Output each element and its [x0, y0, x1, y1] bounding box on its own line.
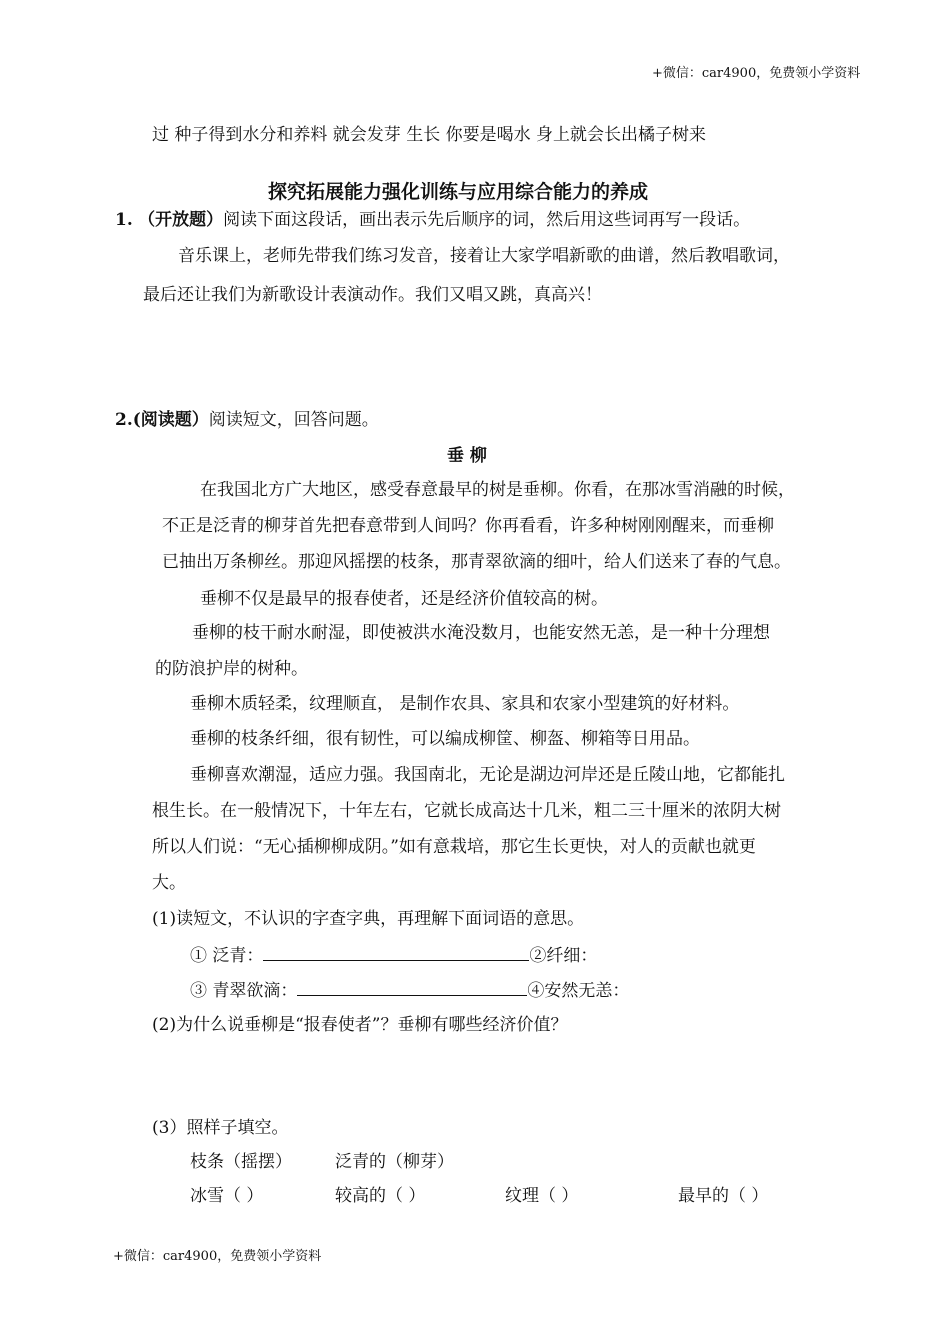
fill-item-1[interactable]: 冰雪（ ）	[190, 1186, 264, 1206]
sub1-item-1: ① 泛青：	[190, 946, 264, 966]
q2-prompt: 阅读短文，回答问题。	[208, 410, 379, 430]
q2-line	[115, 409, 379, 431]
q1-passage-line-1: 音乐课上，老师先带我们练习发音，接着让大家学唱新歌的曲谱，然后教唱歌词，	[178, 246, 790, 266]
article-line: 已抽出万条柳丝。那迎风摇摆的枝条，那青翠欲滴的细叶，给人们送来了春的气息。	[162, 552, 791, 572]
sub1-item-4: ④安然无恙：	[527, 981, 630, 1001]
sub1-prompt: (1)读短文，不认识的字查字典，再理解下面词语的意思。	[152, 909, 585, 929]
q1-number: 1.	[115, 210, 133, 230]
sub1-item-3: ③ 青翠欲滴：	[190, 981, 298, 1001]
sub3-prompt: (3）照样子填空。	[152, 1118, 289, 1138]
article-line: 垂柳的枝条纤细，很有韧性，可以编成柳筐、柳盔、柳箱等日用品。	[190, 729, 700, 749]
example-2: 泛青的（柳芽）	[335, 1152, 454, 1172]
article-line: 不正是泛青的柳芽首先把春意带到人间吗？你再看看，许多种树刚刚醒来，而垂柳	[162, 516, 774, 536]
section-title: 探究拓展能力强化训练与应用综合能力的养成	[268, 181, 649, 203]
header-note: +微信：car4900，免费领小学资料	[652, 66, 861, 81]
q2-number: 2.	[115, 410, 133, 430]
article-line: 垂柳的枝干耐水耐湿，即使被洪水淹没数月，也能安然无恙，是一种十分理想	[192, 623, 770, 643]
article-line: 垂柳不仅是最早的报春使者，还是经济价值较高的树。	[200, 589, 608, 609]
fill-item-3[interactable]: 纹理（ ）	[505, 1186, 579, 1206]
article-line: 垂柳喜欢潮湿，适应力强。我国南北，无论是湖边河岸还是丘陵山地，它都能扎	[190, 765, 785, 785]
example-1: 枝条（摇摆）	[190, 1152, 292, 1172]
q1-prompt: 阅读下面这段话，画出表示先后顺序的词，然后用这些词再写一段话。	[223, 210, 751, 230]
article-title: 垂 柳	[447, 446, 487, 466]
top-line: 过 种子得到水分和养料 就会发芽 生长 你要是喝水 身上就会长出橘子树来	[152, 125, 707, 145]
article-line: 在我国北方广大地区，感受春意最早的树是垂柳。你看，在那冰雪消融的时候，	[200, 480, 795, 500]
fill-item-4[interactable]: 最早的（ ）	[678, 1186, 769, 1206]
sub2-prompt: (2)为什么说垂柳是“报春使者”？垂柳有哪些经济价值？	[152, 1015, 568, 1035]
article-line: 的防浪护岸的树种。	[155, 659, 308, 679]
fill-item-2[interactable]: 较高的（ ）	[335, 1186, 426, 1206]
article-line: 根生长。在一般情况下，十年左右，它就长成高达十几米，粗二三十厘米的浓阴大树	[152, 801, 781, 821]
q1-passage-line-2: 最后还让我们为新歌设计表演动作。我们又唱又跳，真高兴！	[143, 285, 602, 305]
article-line: 垂柳木质轻柔，纹理顺直， 是制作农具、家具和农家小型建筑的好材料。	[190, 694, 740, 714]
q2-tag: (阅读题）	[132, 410, 209, 430]
q1-line	[115, 209, 750, 231]
article-line: 所以人们说：“无心插柳柳成阴。”如有意栽培，那它生长更快，对人的贡献也就更	[152, 837, 756, 857]
sub1-item-2: ②纤细：	[529, 946, 598, 966]
sub1-row-2	[190, 979, 629, 1002]
article-line: 大。	[152, 873, 186, 893]
sub1-row-1	[190, 944, 597, 967]
answer-blank-1[interactable]	[263, 944, 529, 961]
q1-tag: （开放题）	[138, 210, 224, 230]
answer-blank-3[interactable]	[297, 979, 527, 996]
footer-note: +微信：car4900，免费领小学资料	[113, 1249, 322, 1264]
